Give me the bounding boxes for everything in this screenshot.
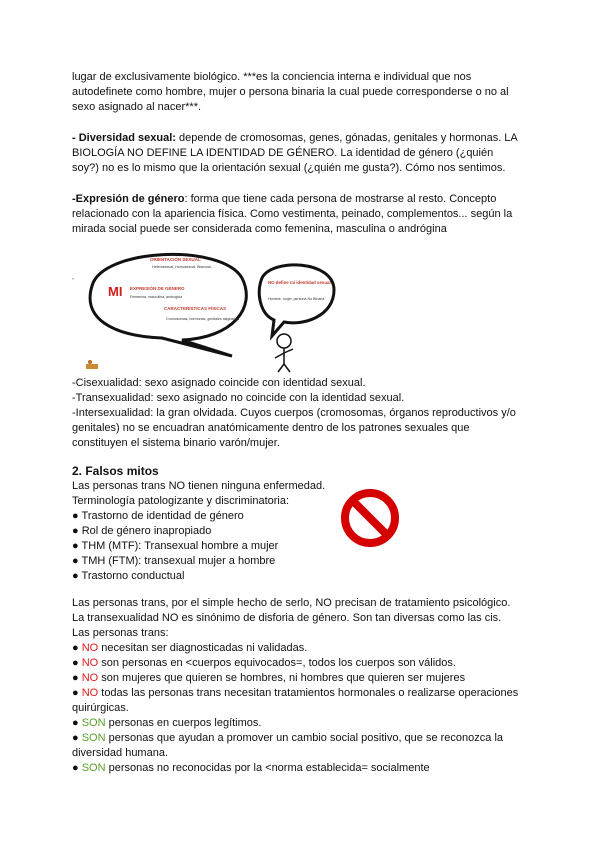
section-heading: 2. Falsos mitos bbox=[72, 464, 159, 478]
mitos-bullet: ● Rol de género inapropiado bbox=[72, 525, 212, 537]
trans-section bbox=[72, 596, 532, 776]
expresion-line: relacionado con la apariencia física. Como vestimenta, peinado, complementos... según la bbox=[72, 208, 513, 220]
expresion-paragraph bbox=[72, 192, 532, 237]
stray-mark: ˳ bbox=[72, 274, 74, 280]
diversidad-term: - Diversidad sexual: bbox=[72, 132, 176, 144]
identity-bubble-figure bbox=[72, 238, 342, 373]
expresion-term: -Expresión de género bbox=[72, 193, 185, 205]
mitos-line: Terminología patologizante y discriminatoria: bbox=[72, 495, 290, 507]
no-bullet: ● NO son mujeres que quieren se hombres, ni hombres que quieren ser mujeres bbox=[72, 672, 466, 684]
trans-line: La transexualidad NO es sinónimo de disforia de género. Son tan diversas como las cis. bbox=[72, 612, 502, 624]
no-bullet-continuation: quirúrgicas. bbox=[72, 702, 129, 714]
expresion-items: Femenina, masculina, andrógina bbox=[130, 295, 183, 299]
intro-line: sexo asignado al nacer***. bbox=[72, 101, 202, 113]
intro-line: lugar de exclusivamente biológico. ***es la conciencia interna e individual que nos bbox=[72, 71, 472, 83]
definicion-line: -Transexualidad: sexo asignado no coincide con la identidad sexual. bbox=[72, 392, 405, 404]
mitos-section bbox=[72, 464, 532, 584]
mitos-bullet: ● Trastorno conductual bbox=[72, 570, 185, 582]
mitos-line: Las personas trans NO tienen ninguna enfermedad. bbox=[72, 480, 326, 492]
mitos-bullet: ● TMH (FTM): transexual mujer a hombre bbox=[72, 555, 276, 567]
caracteristicas-items: Cromosomas, hormonas, genitales asignados bbox=[166, 317, 240, 321]
nodefine-heading: NO define mi identidad sexual bbox=[268, 280, 331, 285]
no-word: NO bbox=[81, 687, 99, 699]
son-word: SON bbox=[81, 732, 106, 744]
orientacion-items: Heterosexual, Homosexual, Bisexual... bbox=[152, 265, 214, 269]
definicion-line: -Intersexualidad: la gran olvidada. Cuyos cuerpos (cromosomas, órganos reproductivos y/o bbox=[72, 407, 516, 419]
mitos-bullet: ● THM (MTF): Transexual hombre a mujer bbox=[72, 540, 279, 552]
no-word: NO bbox=[81, 672, 99, 684]
diversidad-line: BIOLOGÍA NO DEFINE LA IDENTIDAD DE GÉNERO. La identidad de género (¿quién bbox=[72, 147, 494, 159]
no-bullet: ● NO son personas en <cuerpos equivocados=, todos los cuerpos son válidos. bbox=[72, 657, 456, 669]
no-word: NO bbox=[81, 657, 99, 669]
trans-line: Las personas trans: bbox=[72, 627, 169, 639]
mitos-bullet: ● Trastorno de identidad de género bbox=[72, 510, 244, 522]
definicion-line: genitales) no se encuadran anatómicamente dentro de los patrones sexuales que bbox=[72, 422, 470, 434]
diversidad-paragraph bbox=[72, 131, 532, 176]
son-word: SON bbox=[81, 762, 106, 774]
caracteristicas-heading: CARACTERÍSTICAS FÍSICAS bbox=[164, 306, 227, 311]
son-bullet: ● SON personas que ayudan a promover un cambio social positivo, que se reconozca la bbox=[72, 732, 504, 744]
expresion-heading: EXPRESIÓN DE GÉNERO bbox=[130, 286, 185, 291]
definiciones-paragraph bbox=[72, 376, 532, 451]
son-bullet-continuation: diversidad humana. bbox=[72, 747, 169, 759]
expresion-text: : forma que tiene cada persona de mostrarse al resto. Concepto bbox=[184, 193, 497, 205]
mi-label: MI bbox=[108, 284, 123, 299]
intro-paragraph bbox=[72, 70, 532, 115]
definicion-line: constituyen el sistema binario varón/mujer. bbox=[72, 437, 280, 449]
son-word: SON bbox=[81, 717, 106, 729]
no-word: NO bbox=[81, 642, 99, 654]
prohibited-icon bbox=[338, 486, 402, 550]
trans-line: Las personas trans, por el simple hecho de serlo, NO precisan de tratamiento psicológico. bbox=[72, 597, 511, 609]
expresion-line: mirada social puede ser considerada como femenina, masculina o andrógina bbox=[72, 223, 447, 235]
son-bullet: ● SON personas en cuerpos legítimos. bbox=[72, 717, 262, 729]
nodefine-items: Hombre, mujer, persona No Binaria bbox=[268, 297, 325, 301]
no-bullet: ● NO todas las personas trans necesitan tratamientos hormonales o realizarse operaciones bbox=[72, 687, 519, 699]
no-bullet: ● NO necesitan ser diagnosticadas ni validadas. bbox=[72, 642, 308, 654]
intro-line: autodefinete como hombre, mujer o persona binaria la cual puede corresponderse o no al bbox=[72, 86, 509, 98]
orientacion-heading: ORIENTACIÓN SEXUAL bbox=[150, 257, 201, 262]
diversidad-line: soy?) no es lo mismo que la orientación sexual (¿quién me gusta?). Cómo nos sentimos. bbox=[72, 162, 506, 174]
diversidad-text: depende de cromosomas, genes, gónadas, genitales y hormonas. LA bbox=[175, 132, 518, 144]
son-bullet: ● SON personas no reconocidas por la <norma establecida= socialmente bbox=[72, 762, 430, 774]
definicion-line: -Cisexualidad: sexo asignado coincide con identidad sexual. bbox=[72, 377, 366, 389]
